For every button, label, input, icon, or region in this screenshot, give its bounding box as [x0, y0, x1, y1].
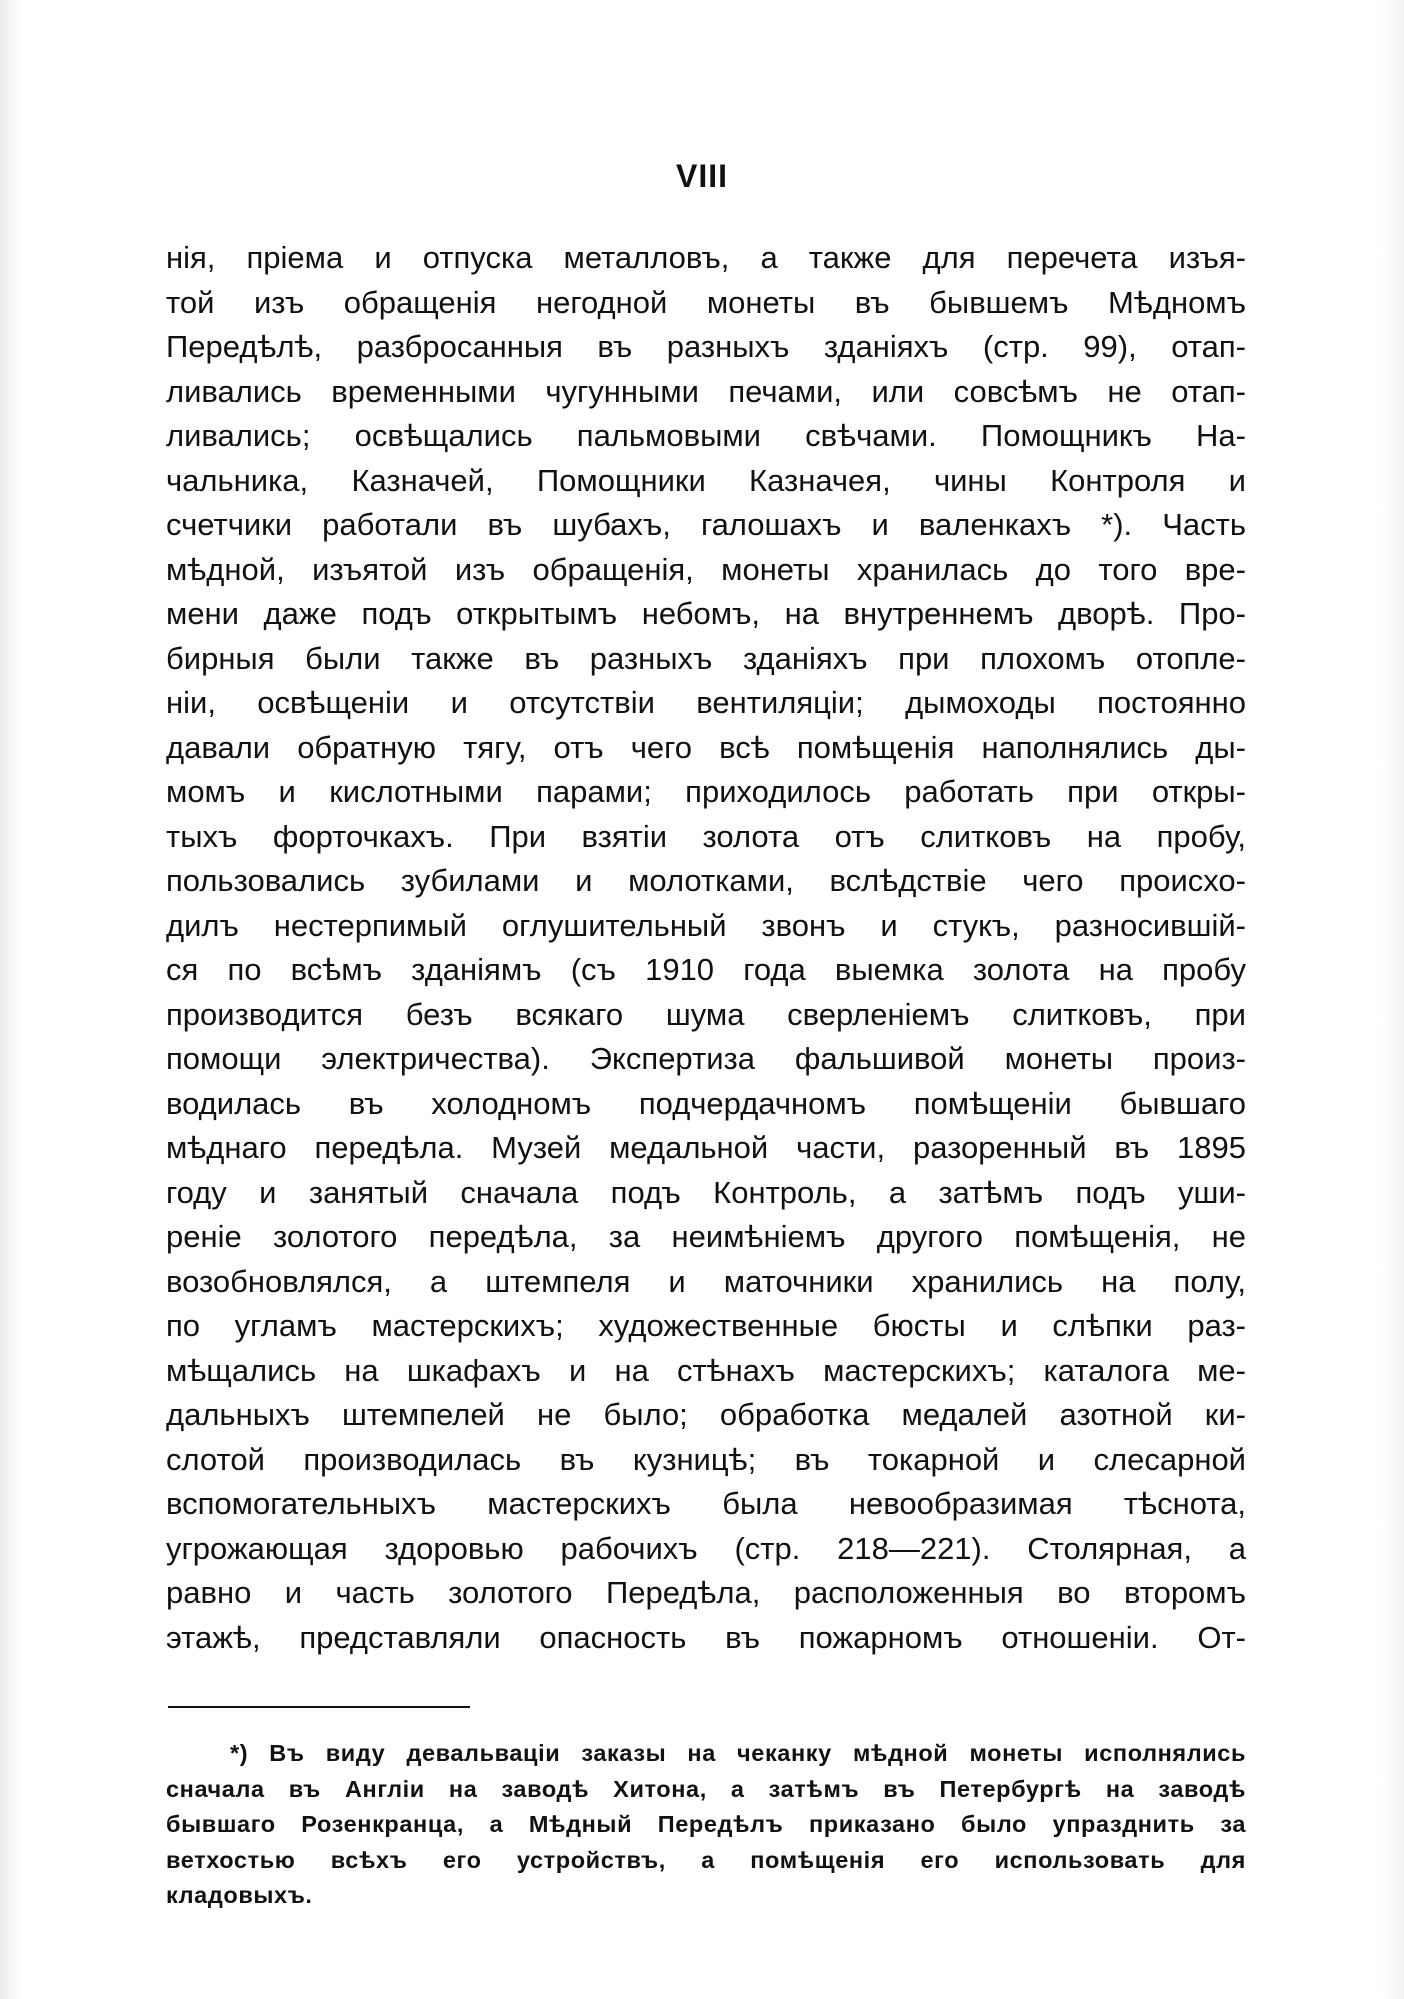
text-line: помощи электричества). Экспертиза фальшивой монеты произ- [166, 1041, 1246, 1076]
text-line: нія, пріема и отпуска металловъ, а также для перечета изъя- [166, 240, 1246, 275]
text-line: момъ и кислотными парами; приходилось работать при откры- [166, 774, 1246, 809]
text-line: ливались временными чугунными печами, или совсѣмъ не отап- [166, 373, 1246, 409]
text-line: ніи, освѣщеніи и отсутствіи вентиляціи; дымоходы постоянно [166, 685, 1246, 720]
body-text [166, 236, 1246, 1660]
page-number: VIII [675, 158, 728, 194]
text-line: равно и часть золотого Передѣла, расположенныя во второмъ [166, 1575, 1246, 1610]
text-line: Передѣлѣ, разбросанныя въ разныхъ зданіяхъ (стр. 99), отап- [166, 329, 1246, 364]
footnote-line: сначала въ Англіи на заводѣ Хитона, а затѣмъ въ Петербургѣ на заводѣ [166, 1775, 1246, 1802]
text-line: реніе золотого передѣла, за неимѣніемъ другого помѣщенія, не [166, 1219, 1246, 1254]
footnote-line: *) Въ виду девальваціи заказы на чеканку мѣдной монеты исполнялись [230, 1740, 1246, 1766]
text-line: мѣдной, изъятой изъ обращенія, монеты хранилась до того вре- [166, 551, 1246, 587]
text-line: вспомогательныхъ мастерскихъ была невообразимая тѣснота, [166, 1486, 1246, 1521]
text-line: мени даже подъ открытымъ небомъ, на внутреннемъ дворѣ. Про- [166, 596, 1246, 631]
text-line: ся по всѣмъ зданіямъ (съ 1910 года выемка золота на пробу [166, 952, 1246, 987]
footnote [166, 1736, 1246, 1914]
text-line: бирныя были также въ разныхъ зданіяхъ при плохомъ отопле- [166, 640, 1246, 676]
text-line: счетчики работали въ шубахъ, галошахъ и валенкахъ *). Часть [166, 507, 1246, 542]
text-line: дальныхъ штемпелей не было; обработка медалей азотной ки- [166, 1397, 1246, 1432]
text-line: ливались; освѣщались пальмовыми свѣчами. Помощникъ На- [166, 418, 1246, 453]
footnote-divider [168, 1706, 470, 1708]
text-line: по угламъ мастерскихъ; художественные бюсты и слѣпки раз- [166, 1308, 1246, 1343]
text-line: дилъ нестерпимый оглушительный звонъ и стукъ, разносившій- [166, 907, 1246, 943]
text-line: мѣщались на шкафахъ и на стѣнахъ мастерскихъ; каталога ме- [166, 1352, 1246, 1388]
footnote-line: кладовыхъ. [166, 1882, 313, 1908]
text-line: этажѣ, представляли опасность въ пожарномъ отношеніи. От- [166, 1619, 1246, 1655]
text-line: производится безъ всякаго шума сверленіемъ слитковъ, при [166, 996, 1246, 1032]
text-line: возобновлялся, а штемпеля и маточники хранились на полу, [166, 1263, 1246, 1299]
text-line: давали обратную тягу, отъ чего всѣ помѣщенія наполнялись ды- [166, 729, 1246, 765]
text-line: мѣднаго передѣла. Музей медальной части, разоренный въ 1895 [166, 1130, 1246, 1165]
text-line: чальника, Казначей, Помощники Казначея, чины Контроля и [166, 462, 1246, 498]
text-line: пользовались зубилами и молотками, вслѣдствіе чего происхо- [166, 863, 1246, 898]
text-line: слотой производилась въ кузницѣ; въ токарной и слесарной [166, 1441, 1246, 1477]
footnote-line: ветхостью всѣхъ его устройствъ, а помѣщенія его использовать для [166, 1846, 1246, 1873]
text-line: водилась въ холодномъ подчердачномъ помѣщеніи бывшаго [166, 1085, 1246, 1121]
text-line: году и занятый сначала подъ Контроль, а затѣмъ подъ уши- [166, 1174, 1246, 1210]
footnote-line: бывшаго Розенкранца, а Мѣдный Передѣлъ приказано было упразднить за [166, 1811, 1246, 1837]
text-line: той изъ обращенія негодной монеты въ бывшемъ Мѣдномъ [166, 284, 1246, 320]
text-line: тыхъ форточкахъ. При взятіи золота отъ слитковъ на пробу, [166, 818, 1246, 854]
text-line: угрожающая здоровью рабочихъ (стр. 218—221). Столярная, а [166, 1530, 1246, 1566]
